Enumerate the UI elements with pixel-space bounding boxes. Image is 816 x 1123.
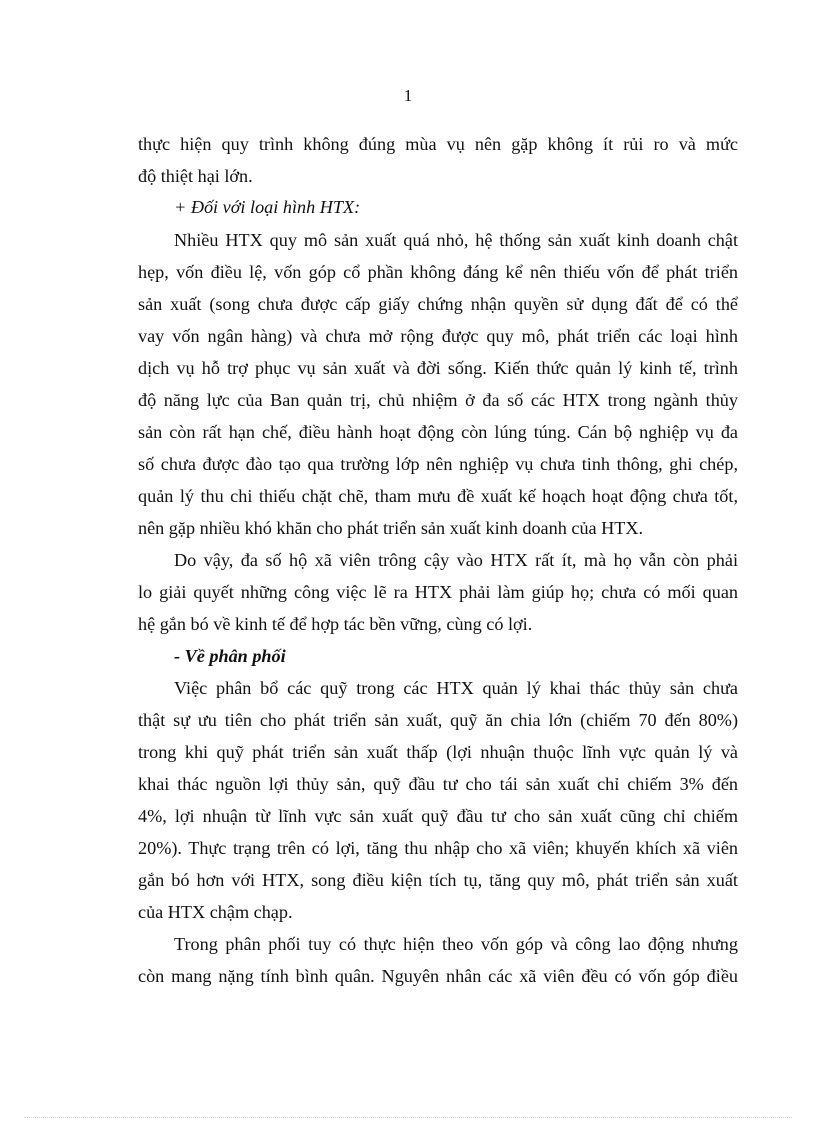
body-line: hệ gắn bó về kinh tế để hợp tác bền vững, cùng có lợi. (138, 614, 533, 634)
body-line: Việc phân bổ các quỹ trong các HTX quản lý khai thác thủy sản chưa (174, 678, 738, 698)
body-line: còn mang nặng tính bình quân. Nguyên nhân các xã viên đều có vốn góp điều (138, 966, 738, 986)
body-line: khai thác nguồn lợi thủy sản, quỹ đầu tư cho tái sản xuất chỉ chiếm 3% đến (138, 774, 738, 794)
body-line: vay vốn ngân hàng) và chưa mở rộng được quy mô, phát triển các loại hình (138, 326, 738, 346)
body-line: quản lý thu chi thiếu chặt chẽ, tham mưu đề xuất kế hoạch hoạt động chưa tốt, (138, 486, 738, 506)
body-line: Trong phân phối tuy có thực hiện theo vốn góp và công lao động nhưng (174, 934, 738, 954)
body-line: của HTX chậm chạp. (138, 902, 293, 922)
body-line: Do vậy, đa số hộ xã viên trông cậy vào HTX rất ít, mà họ vẫn còn phải (174, 550, 738, 570)
body-line: sản còn rất hạn chế, điều hành hoạt động còn lúng túng. Cán bộ nghiệp vụ đa (138, 422, 738, 442)
page-number: 1 (403, 86, 413, 105)
body-line: hẹp, vốn điều lệ, vốn góp cổ phần không đáng kể nên thiếu vốn để phát triển (138, 262, 738, 282)
body-line: Nhiều HTX quy mô sản xuất quá nhỏ, hệ thống sản xuất kinh doanh chật (174, 230, 738, 250)
body-line: nên gặp nhiều khó khăn cho phát triển sản xuất kinh doanh của HTX. (138, 518, 644, 538)
body-line: trong khi quỹ phát triển sản xuất thấp (lợi nhuận thuộc lĩnh vực quản lý và (138, 742, 738, 762)
body-line: dịch vụ hỗ trợ phục vụ sản xuất và đời sống. Kiến thức quản lý kinh tế, trình (138, 358, 738, 378)
body-line: thật sự ưu tiên cho phát triển sản xuất, quỹ ăn chia lớn (chiếm 70 đến 80%) (138, 710, 738, 730)
body-line: gắn bó hơn với HTX, song điều kiện tích tụ, tăng quy mô, phát triển sản xuất (138, 870, 738, 890)
page-bottom-divider (24, 1117, 792, 1118)
body-line: lo giải quyết những công việc lẽ ra HTX phải làm giúp họ; chưa có mối quan (138, 582, 738, 602)
section-heading-distribution: - Về phân phối (174, 646, 286, 666)
body-line: độ năng lực của Ban quản trị, chủ nhiệm ở đa số các HTX trong ngành thủy (138, 390, 738, 410)
body-line: 4%, lợi nhuận từ lĩnh vực sản xuất quỹ đầu tư cho sản xuất cũng chỉ chiếm (138, 806, 738, 826)
body-line: độ thiệt hại lớn. (138, 166, 253, 186)
body-line: sản xuất (song chưa được cấp giấy chứng nhận quyền sử dụng đất để có thể (138, 294, 738, 314)
section-heading-htx: + Đối với loại hình HTX: (174, 197, 361, 217)
body-line: 20%). Thực trạng trên có lợi, tăng thu nhập cho xã viên; khuyến khích xã viên (138, 838, 738, 858)
body-line: thực hiện quy trình không đúng mùa vụ nên gặp không ít rủi ro và mức (138, 134, 738, 154)
body-line: số chưa được đào tạo qua trường lớp nên nghiệp vụ chưa tinh thông, ghi chép, (138, 454, 738, 474)
